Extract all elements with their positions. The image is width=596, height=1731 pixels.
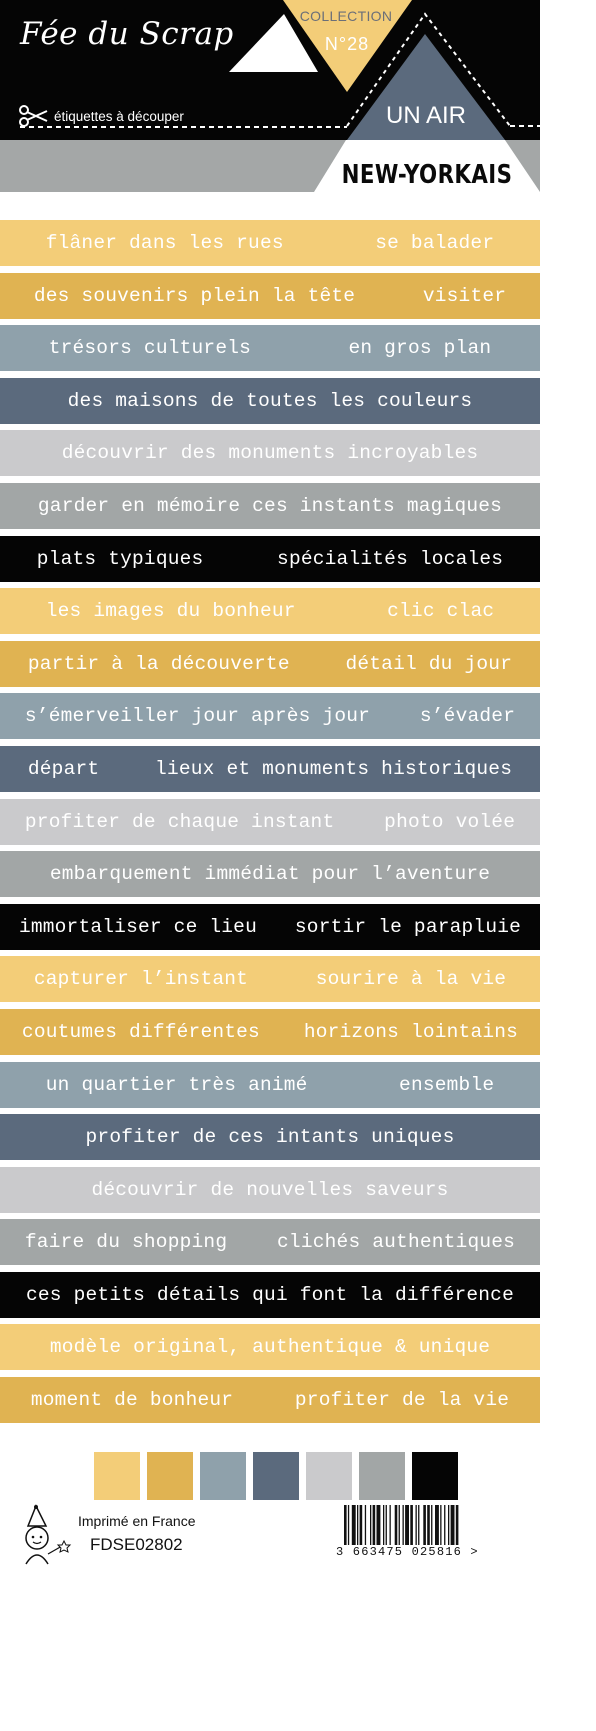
sticker-text: sourire à la vie bbox=[315, 968, 507, 991]
cut-instructions bbox=[18, 104, 184, 128]
sticker-strip bbox=[0, 904, 540, 950]
sticker-text: des maisons de toutes les couleurs bbox=[67, 389, 473, 412]
sticker-text: clic clac bbox=[387, 600, 495, 623]
sticker-text: lieux et monuments historiques bbox=[155, 757, 513, 780]
sticker-text: coutumes différentes bbox=[21, 1020, 260, 1043]
sticker-text: moment de bonheur bbox=[30, 1389, 234, 1412]
sticker-strip bbox=[0, 851, 540, 897]
sticker-text: s’évader bbox=[419, 705, 516, 728]
printed-in-label: Imprimé en France bbox=[78, 1513, 196, 1529]
sticker-text: faire du shopping bbox=[24, 1231, 228, 1254]
color-palette bbox=[94, 1452, 458, 1500]
theme-title-line1: UN AIR bbox=[385, 102, 466, 129]
sticker-strip bbox=[0, 1377, 540, 1423]
sticker-strip bbox=[0, 536, 540, 582]
sticker-text: s’émerveiller jour après jour bbox=[24, 705, 371, 728]
color-swatch bbox=[147, 1452, 193, 1500]
sticker-text: se balader bbox=[375, 232, 495, 254]
sticker-text: spécialités locales bbox=[277, 547, 504, 570]
collection-number: N°28 bbox=[324, 34, 370, 54]
sticker-text: des souvenirs plein la tête bbox=[33, 284, 356, 307]
sticker-text: en gros plan bbox=[348, 337, 492, 360]
barcode-number: 3 663475 025816 > bbox=[336, 1545, 479, 1559]
sticker-text: profiter de la vie bbox=[294, 1389, 510, 1412]
sticker-text: profiter de ces intants uniques bbox=[85, 1126, 455, 1149]
collection-label: COLLECTION bbox=[299, 8, 393, 24]
sticker-text: départ bbox=[27, 757, 100, 780]
sticker-strip bbox=[0, 325, 540, 371]
fairy-mascot-icon bbox=[18, 1504, 72, 1566]
sticker-strip bbox=[0, 588, 540, 634]
sticker-text: plats typiques bbox=[36, 547, 204, 570]
color-swatch bbox=[306, 1452, 352, 1500]
sticker-text: profiter de chaque instant bbox=[24, 810, 335, 833]
sticker-strip bbox=[0, 220, 540, 266]
sticker-text: flâner dans les rues bbox=[45, 232, 284, 254]
sticker-strip bbox=[0, 1114, 540, 1160]
sticker-strip bbox=[0, 273, 540, 319]
sticker-text: visiter bbox=[422, 284, 507, 307]
sticker-text: partir à la découverte bbox=[27, 652, 290, 675]
sticker-strip bbox=[0, 430, 540, 476]
sticker-strip bbox=[0, 746, 540, 792]
sticker-strip bbox=[0, 1009, 540, 1055]
sticker-text: découvrir de nouvelles saveurs bbox=[91, 1178, 449, 1201]
color-swatch bbox=[253, 1452, 299, 1500]
color-swatch bbox=[359, 1452, 405, 1500]
sticker-text: capturer l’instant bbox=[33, 968, 249, 991]
header-banner bbox=[0, 0, 540, 140]
sticker-text: immortaliser ce lieu bbox=[18, 915, 257, 938]
sticker-strip bbox=[0, 1324, 540, 1370]
sticker-text: photo volée bbox=[384, 810, 516, 833]
sticker-strip bbox=[0, 1167, 540, 1213]
sticker-strips bbox=[0, 220, 540, 1430]
sticker-strip bbox=[0, 1219, 540, 1265]
sticker-strip bbox=[0, 641, 540, 687]
sticker-text: découvrir des monuments incroyables bbox=[61, 442, 479, 465]
sticker-strip bbox=[0, 1062, 540, 1108]
sticker-text: un quartier très animé bbox=[45, 1073, 308, 1096]
theme-title-line2: NEW-YORKAIS bbox=[341, 160, 513, 190]
sticker-text: clichés authentiques bbox=[277, 1231, 516, 1254]
sticker-text: détail du jour bbox=[345, 652, 513, 675]
sticker-strip bbox=[0, 799, 540, 845]
brand-logo-text: Fée du Scrap bbox=[20, 16, 234, 52]
sticker-text: modèle original, authentique & unique bbox=[49, 1336, 491, 1359]
sticker-text: les images du bonheur bbox=[45, 600, 296, 623]
sticker-text: horizons lointains bbox=[303, 1020, 519, 1043]
sticker-strip bbox=[0, 483, 540, 529]
sticker-strip bbox=[0, 693, 540, 739]
cut-label: étiquettes à découper bbox=[54, 108, 184, 124]
sticker-text: sortir le parapluie bbox=[294, 915, 522, 938]
sticker-text: ensemble bbox=[399, 1073, 495, 1096]
sticker-text: trésors culturels bbox=[48, 337, 252, 360]
product-reference: FDSE02802 bbox=[90, 1535, 183, 1554]
sticker-strip bbox=[0, 1272, 540, 1318]
color-swatch bbox=[200, 1452, 246, 1500]
scissors-icon bbox=[18, 104, 48, 128]
sticker-text: embarquement immédiat pour l’aventure bbox=[49, 863, 491, 886]
sticker-strip bbox=[0, 956, 540, 1002]
color-swatch bbox=[94, 1452, 140, 1500]
sticker-text: garder en mémoire ces instants magiques bbox=[37, 494, 503, 517]
color-swatch bbox=[412, 1452, 458, 1500]
sticker-text: ces petits détails qui font la différence bbox=[26, 1283, 514, 1306]
sticker-strip bbox=[0, 378, 540, 424]
